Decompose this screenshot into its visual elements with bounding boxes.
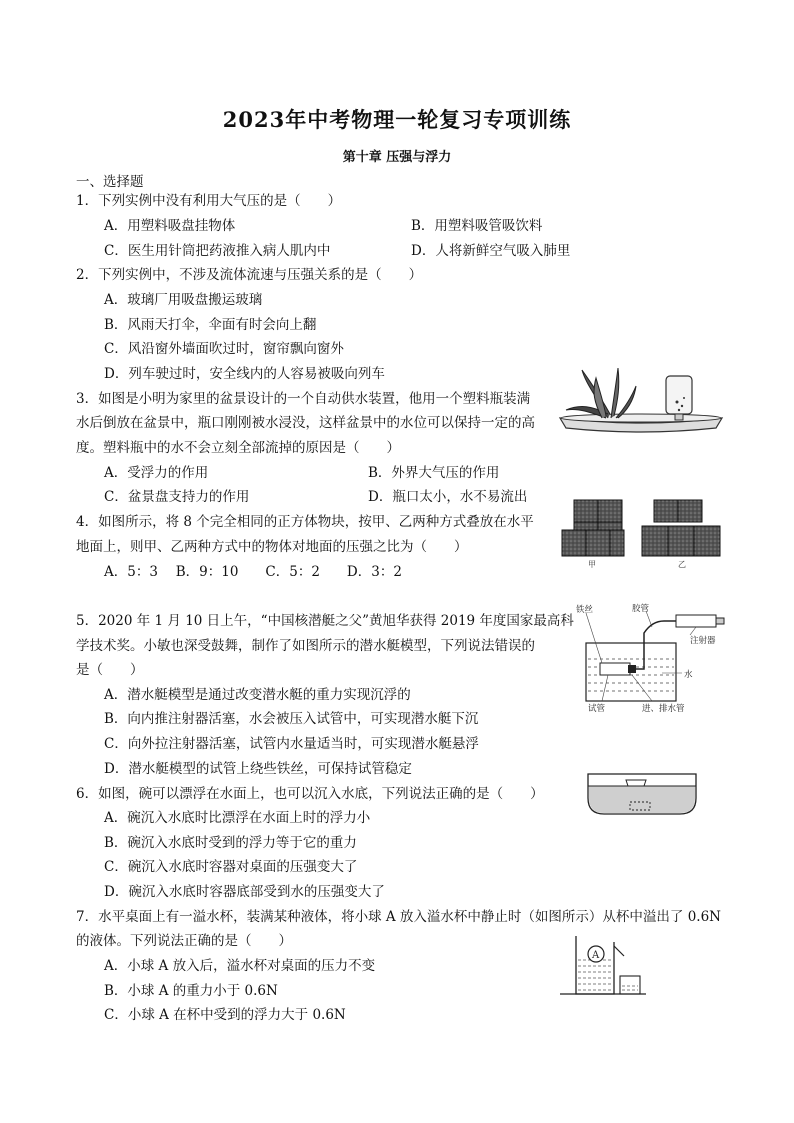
q7-option-a: A．小球 A 放入后，溢水杯对桌面的压力不变: [104, 958, 376, 974]
q1-option-b: B．用塑料吸管吸饮料: [411, 218, 543, 234]
label-water: 水: [684, 670, 693, 680]
label-test-tube: 试管: [588, 704, 606, 714]
q3-option-b: B．外界大气压的作用: [368, 465, 500, 481]
label-tube: 胶管: [632, 604, 650, 614]
figure-q6-bowl-in-water: [584, 768, 700, 816]
q7-option-b: B．小球 A 的重力小于 0.6N: [104, 983, 278, 999]
question-3-stem-3: 度。塑料瓶中的水不会立刻全部流掉的原因是（ ）: [76, 440, 400, 456]
q2-option-b: B．风雨天打伞，伞面有时会向上翻: [104, 317, 317, 333]
page-title: 2023年中考物理一轮复习专项训练: [222, 107, 572, 132]
figure-q5-submarine-model: [572, 603, 732, 715]
question-5-stem-1: 5．2020 年 1 月 10 日上午，“中国核潜艇之父”黄旭华获得 2019 年度国家最高科: [76, 613, 574, 629]
q2-option-d: D．列车驶过时，安全线内的人容易被吸向列车: [104, 366, 385, 382]
figure-q7-overflow-cup: [558, 932, 648, 996]
q2-option-c: C．风沿窗外墙面吹过时，窗帘飘向窗外: [104, 341, 344, 357]
question-3-stem-1: 3．如图是小明为家里的盆景设计的一个自动供水装置，他用一个塑料瓶装满: [76, 391, 531, 407]
figure-q4-label-yi: 乙: [678, 560, 686, 569]
ball-a-label: A: [592, 950, 600, 961]
question-2-stem: 2．下列实例中，不涉及流体流速与压强关系的是（ ）: [76, 267, 423, 283]
label-pipe: 进、排水管: [642, 704, 685, 714]
question-7-stem-1: 7．水平桌面上有一溢水杯，装满某种液体，将小球 A 放入溢水杯中静止时（如图所示）从杯中溢出了 0.6N: [76, 909, 721, 925]
q6-option-b: B．碗沉入水底时受到的浮力等于它的重力: [104, 835, 357, 851]
q3-option-d: D．瓶口太小，水不易流出: [368, 489, 528, 505]
section-heading: 一、选择题: [76, 174, 144, 190]
q7-option-c: C．小球 A 在杯中受到的浮力大于 0.6N: [104, 1007, 346, 1023]
q5-option-b: B．向内推注射器活塞，水会被压入试管中，可实现潜水艇下沉: [104, 711, 479, 727]
question-4-stem-1: 4．如图所示，将 8 个完全相同的正方体物块，按甲、乙两种方式叠放在水平: [76, 514, 534, 530]
q4-options: A．5：3 B．9：10 C．5：2 D．3：2: [104, 564, 402, 580]
question-7-stem-2: 的液体。下列说法正确的是（ ）: [76, 933, 292, 949]
q6-option-a: A．碗沉入水底时比漂浮在水面上时的浮力小: [104, 810, 371, 826]
q3-option-a: A．受浮力的作用: [104, 465, 209, 481]
question-5-stem-2: 学技术奖。小敏也深受鼓舞，制作了如图所示的潜水艇模型，下列说法错误的: [76, 638, 535, 654]
label-syringe: 注射器: [690, 636, 716, 646]
q5-option-d: D．潜水艇模型的试管上绕些铁丝，可保持试管稳定: [104, 761, 412, 777]
figure-q3-plant-water-supply: [556, 366, 726, 438]
question-3-stem-2: 水后倒放在盆景中，瓶口刚刚被水浸没，这样盆景中的水位可以保持一定的高: [76, 415, 535, 431]
question-4-stem-2: 地面上，则甲、乙两种方式中的物体对地面的压强之比为（ ）: [76, 539, 468, 555]
q1-option-c: C．医生用针筒把药液推入病人肌内中: [104, 243, 331, 259]
label-wire: 铁丝: [576, 605, 594, 615]
chapter-heading: 第十章 压强与浮力: [342, 150, 452, 165]
question-5-stem-3: 是（ ）: [76, 662, 144, 678]
q5-option-c: C．向外拉注射器活塞，试管内水量适当时，可实现潜水艇悬浮: [104, 736, 479, 752]
q2-option-a: A．玻璃厂用吸盘搬运玻璃: [104, 292, 263, 308]
q5-option-a: A．潜水艇模型是通过改变潜水艇的重力实现沉浮的: [104, 687, 411, 703]
figure-q4-label-jia: 甲: [588, 560, 596, 569]
figure-q4-stacked-cubes: [558, 496, 728, 570]
q6-option-d: D．碗沉入水底时容器底部受到水的压强变大了: [104, 884, 385, 900]
question-1-stem: 1．下列实例中没有利用大气压的是（ ）: [76, 193, 342, 209]
question-6-stem: 6．如图，碗可以漂浮在水面上，也可以沉入水底，下列说法正确的是（ ）: [76, 786, 544, 802]
q1-option-d: D．人将新鲜空气吸入肺里: [411, 243, 571, 259]
q3-option-c: C．盆景盘支持力的作用: [104, 489, 250, 505]
q1-option-a: A．用塑料吸盘挂物体: [104, 218, 236, 234]
q6-option-c: C．碗沉入水底时容器对桌面的压强变大了: [104, 859, 358, 875]
